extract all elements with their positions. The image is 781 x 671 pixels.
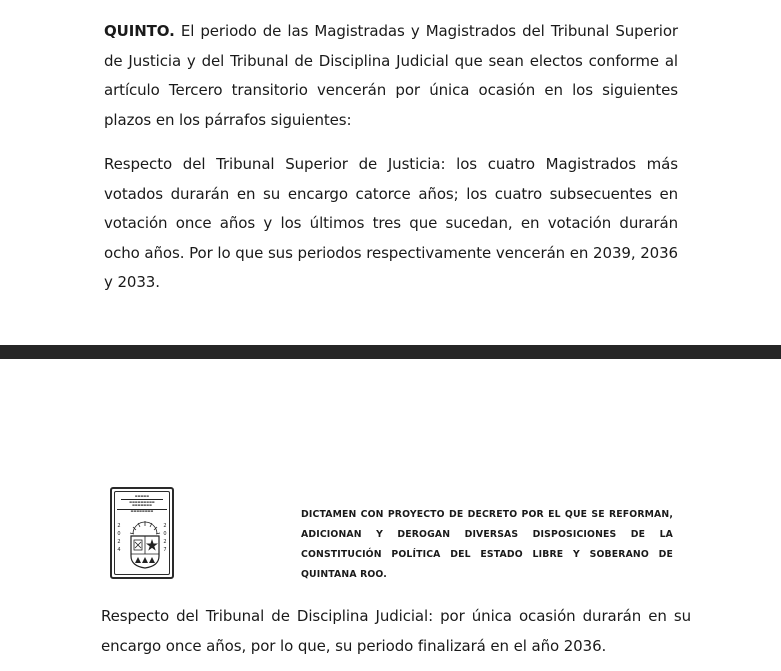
article-quinto-paragraph	[104, 17, 678, 135]
seal-digit: 0	[163, 531, 167, 537]
seal-digit: 7	[163, 547, 167, 553]
seal-digit: 2	[117, 523, 121, 529]
seal-lettering: ▬▬▬▬▬ ▬▬▬▬▬▬▬▬▬ ▬▬▬▬▬▬▬ ▬▬▬▬▬▬▬▬	[117, 495, 167, 513]
seal-frame	[114, 491, 170, 575]
seal-digit: 4	[117, 547, 121, 553]
dictamen-header-title: DICTAMEN CON PROYECTO DE DECRETO POR EL QUE SE REFORMAN, ADICIONAN Y DEROGAN DIVERSAS DISPOSICIONES DE LA CONSTITUCIÓN POLÍTICA DEL ESTADO LIBRE Y SOBERANO DE QUINTANA ROO.	[301, 509, 673, 580]
tribunal-disciplina-paragraph: Respecto del Tribunal de Disciplina Judicial: por única ocasión durarán en su encargo once años, por lo que, su periodo finalizará en el año 2036.	[101, 607, 691, 655]
seal-digit: 2	[163, 523, 167, 529]
article-lead: QUINTO.	[104, 22, 175, 40]
seal-digit: 2	[163, 539, 167, 545]
article-text: El periodo de las Magistradas y Magistrados del Tribunal Superior de Justicia y del Tribunal de Disciplina Judicial que sean electos conforme al artículo Tercero transitorio vencerán por única ocasión en los siguientes plazos en los párrafos siguientes:	[104, 22, 678, 129]
coat-of-arms-icon	[125, 518, 165, 570]
seal-digit: 2	[117, 539, 121, 545]
tribunal-superior-paragraph: Respecto del Tribunal Superior de Justicia: los cuatro Magistrados más votados durarán en su encargo catorce años; los cuatro subsecuentes en votación once años y los últimos tres que sucedan, en votación durarán ocho años. Por lo que sus periodos respectivamente vencerán en 2039, 2036 y 2033.	[104, 155, 678, 291]
seal-year-left	[116, 522, 122, 554]
seal-digit: 0	[117, 531, 121, 537]
congress-seal	[110, 487, 174, 579]
page-separator	[0, 345, 781, 359]
